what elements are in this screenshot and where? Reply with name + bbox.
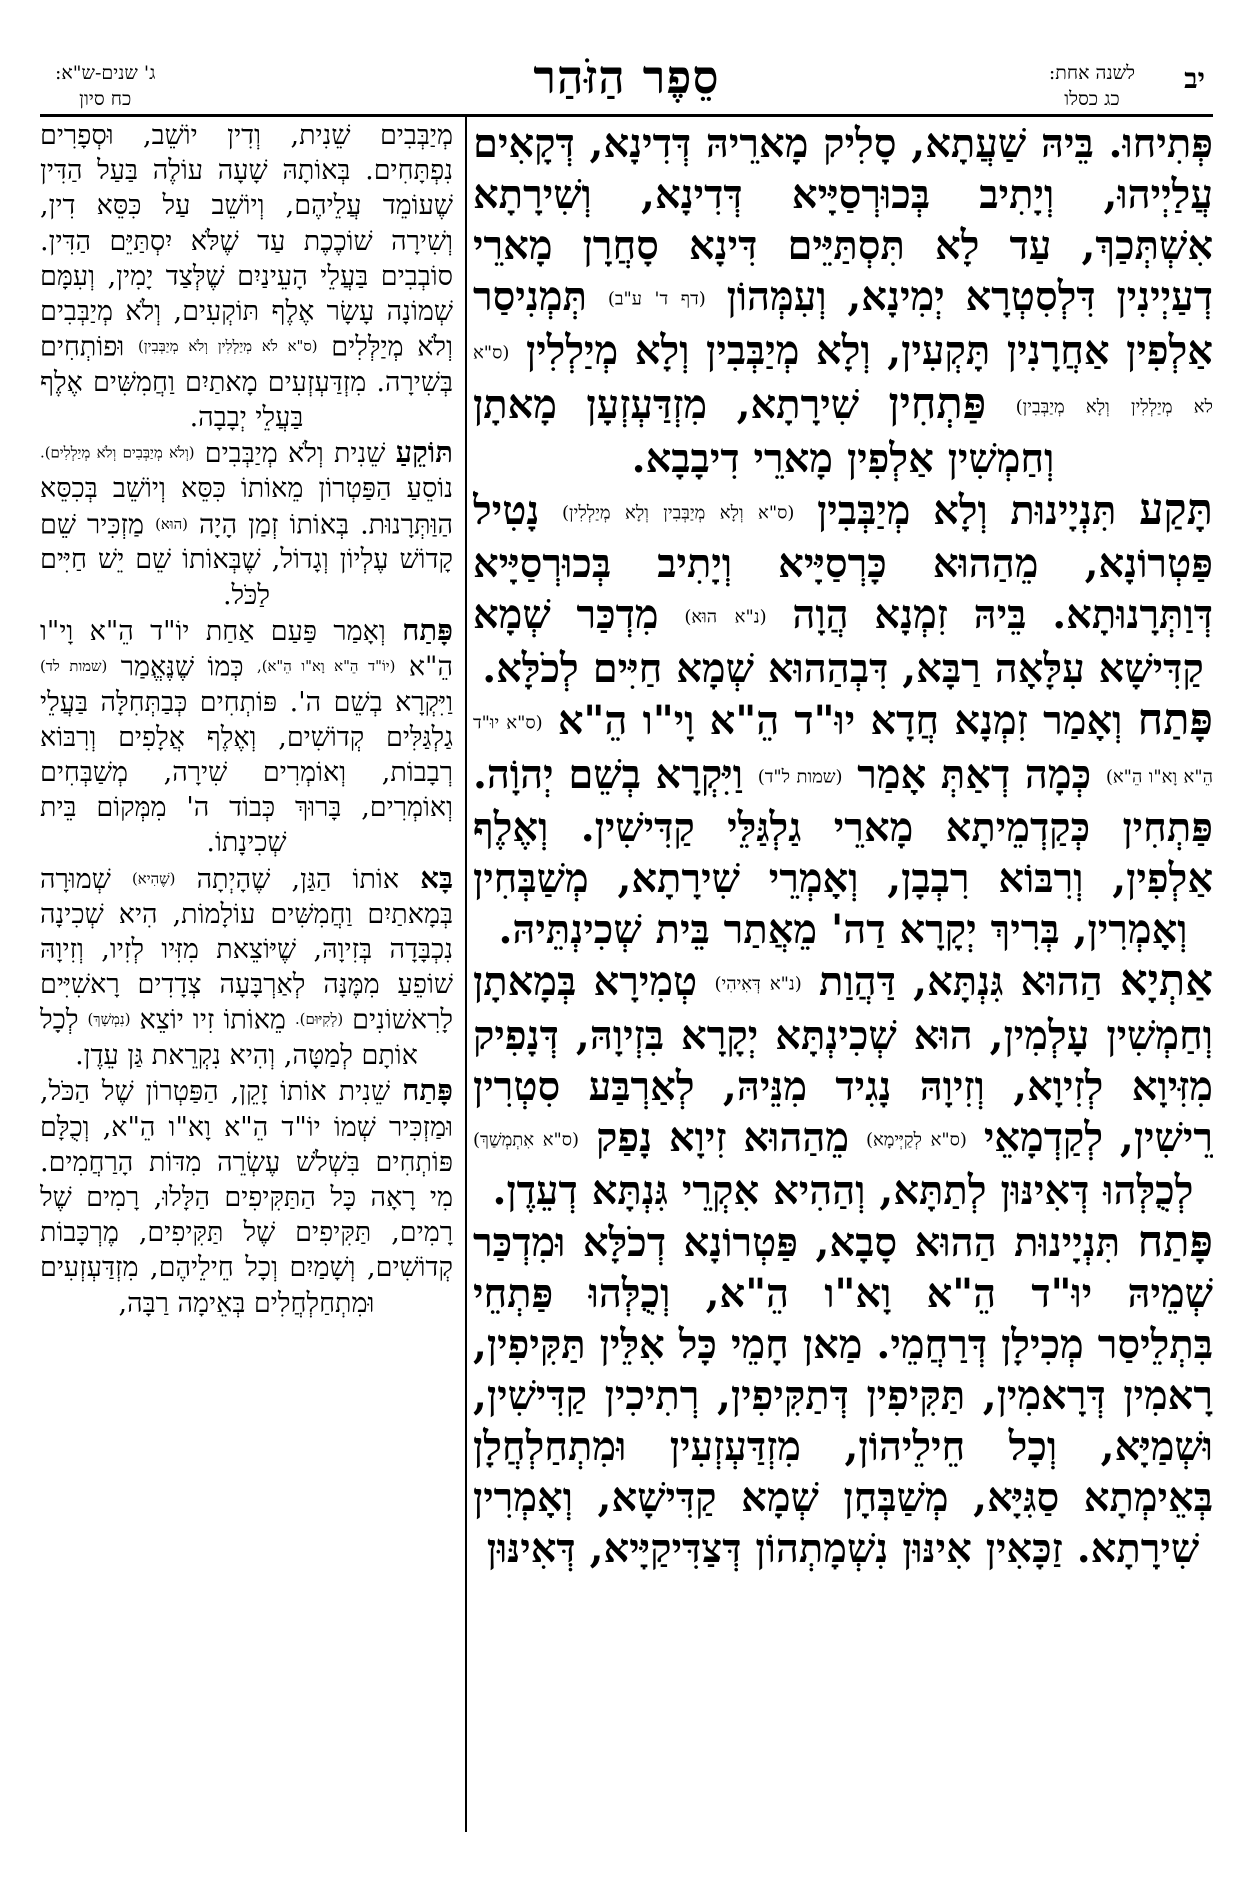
note: (הוּא) <box>155 514 188 533</box>
paragraph: פְּתִיחוּ. בֵּיהּ שַׁעֲתָא, סָלִיק מָארֵיהּ דְּדִינָא, דְּקָאִים עֲלַיְיהוּ, וְיָתִיב בְּכוּרְסַיָּיא דְּדִינָא, וְשִׁירָתָא אִשְׁתְּכַךְ, עַד לָא תִּסְתַּיֵּים דִּינָא סָחֲרָן מָארֵי דְעַיְינִין דִּלְסִטְרָא יְמִינָא, וְעִמְּהוֹן (דף ד' ע"ב) תְּמְנִיסַר אַלְפִין אַחֲרָנִין תָּקְעִין, וְלָא מְיַבְּבִין וְלָא מְיַלְלִין (ס"א לא מְיַלְלִין וְלָא מְיַבְּבִין) פַּתְחִין שִׁירָתָא, מִזְדַּעְזְעָן מָאתָן וְחַמְשִׁין אַלְפִין מָארֵי דִיבָבָא. <box>473 120 1213 482</box>
note: (ס"א לְקַיְּימָא) <box>865 1129 967 1151</box>
paragraph: פָּתַח וְאָמַר זִמְנָא חֲדָא יוּ"ד הֵ"א וָי"ו הֵ"א (ס"א יוּ"ד הֵ"א וָא"ו הֵ"א) כְּמָה דְאַתְּ אָמַר (שמות ל"ד) וַיִּקְרָא בְשֵׁם יְהוָֹה. פַּתְחִין כְּקַדְמֵיתָא מָארֵי גַלְגַּלֵּי קַדִּישִׁין. וְאֶלֶף אַלְפִין, וְרִבּוֹא רִבְבָן, וְאָמְרֵי שִׁירָתָא, מְשַׁבְּחִין וְאָמְרִין, בְּרִיךְ יְקָרָא דַה' מֵאֲתַר בֵּית שְׁכִינְתֵּיהּ. <box>473 694 1213 954</box>
note: (ס"א אִתְמְשַׁךְ) <box>473 1129 580 1151</box>
note: (ס"א לא מְיַלְלִין וְלָא מְיַבְּבִין) <box>473 342 1213 418</box>
paragraph: תָּקַע תִּנְיָינוּת וְלָא מְיַבְּבִין (ס"א וְלָא מְיַבְּבִין וְלָא מְיַלְלִין) נָטִיל פַּטְרוֹנָא, מֵהַהוּא כָּרְסַיָּיא וְיָתִיב בְּכוּרְסַיָּיא דְּוַתְּרָנוּתָא. בֵּיהּ זִמְנָא הֲוָה (נ"א הוּא) מִדְכַּר שְׁמָא קַדִּישָׁא עִלָּאָה רַבָּא, דִּבְהַהוּא שְׁמָא חַיִּים לְכֹלָּא. <box>473 483 1213 693</box>
header-rule <box>40 114 1213 117</box>
note: (נ"א דְּאִיהִי) <box>714 973 802 995</box>
note: (נִמְשָׁךְ) <box>87 1010 131 1029</box>
paragraph: פָּתַח תִּנְיָינוּת הַהוּא סָבָא, פַּטְרוֹנָא דְכֹלָּא וּמִדְכַּר שְׁמֵיהּ יוּ"ד הֵ"א וָא"ו הֵ"א, וְכֻלְּהוּ פַּתְחֵי בִּתְלֵיסַר מְכִילָן דְּרַחֲמֵי. מַאן חָמֵי כָּל אִלֵּין תַּקִּיפִין, רָאמִין דְּרָאמִין, תַּקִּיפִין דְּתַקִּיפִין, רְתִיכִין קַדִּישִׁין, וּשְׁמַיָּא, וְכָל חֵילֵיהוֹן, מִזְדַּעְזְעִין וּמִתְחַלְחֲלָן בְּאֵימְתָא סַגִּיָּא, מְשַׁבְּחָן שְׁמָא קַדִּישָׁא, וְאָמְרִין שִׁירָתָא. זַכָּאִין אִינּוּן נִשְׁמָתְהוֹן דְּצַדִּיקַיָּיא, דְּאִינּוּן <box>473 1216 1213 1573</box>
note: (ס"א יוּ"ד הֵ"א וָא"ו הֵ"א) <box>473 712 1213 788</box>
aramaic-text-column <box>473 118 1213 1834</box>
page-header <box>40 50 1213 120</box>
opening-word: פַּתְחִין <box>888 378 987 430</box>
opening-word: בָּא <box>420 860 453 895</box>
schedule-date: כח סיון <box>79 88 132 110</box>
opening-word: אַתְיָא <box>1119 955 1213 1007</box>
note: (לְקִיּוּם). <box>294 1010 344 1029</box>
study-schedule-three-years <box>55 60 155 112</box>
paragraph: מְיַבְּבִים שֵׁנִית, וְדִין יוֹשֵׁב, וּסְפָרִים נִפְתָּחִים. בְּאוֹתָהּ שָׁעָה עוֹלֶה בַּעַל הַדִּין שֶׁעוֹמֵד עֲלֵיהֶם, וְיוֹשֵׁב עַל כִּסֵּא דִין, וְשִׁירָה שׁוֹכֶכֶת עַד שֶׁלֹּא יִסְתַּיֵּם הַדִּין. סוֹבְבִים בַּעֲלֵי הָעֵינַיִם שֶׁלְּצַד יָמִין, וְעִמָּם שְׁמוֹנָה עָשָׂר אֶלֶף תּוֹקְעִים, וְלֹא מְיַבְּבִים וְלֹא מְיַלְּלִים (ס"א לֹא מְיַלְלִין וְלֹא מְיַבְּבִין) וּפוֹתְחִים בְּשִׁירָה. מִזְדַּעְזְעִים מָאתַיִם וַחֲמִשִּׁים אֶלֶף בַּעֲלֵי יְבָבָה. <box>40 120 453 434</box>
paragraph: תּוֹקֵעַ שֵׁנִית וְלֹא מְיַבְּבִים (וְלֹא מְיַבְּבִים וְלֹא מְיַלְלִים). נוֹסֵעַ הַפַּטְרוֹן מֵאוֹתוֹ כִּסֵּא וְיוֹשֵׁב בְּכִסֵּא הַוַּתְּרָנוּת. בְּאוֹתוֹ זְמַן הָיָה (הוּא) מַזְכִּיר שֵׁם קָדוֹשׁ עֶלְיוֹן וְגָדוֹל, שֶׁבְּאוֹתוֹ שֵׁם יֵשׁ חַיִּים לַכֹּל. <box>40 435 453 611</box>
schedule-label: לשנה אחת: <box>1048 62 1135 84</box>
paragraph: פָּתַח וְאָמַר פַּעַם אַחַת יוֹ"ד הֵ"א וָי"ו הֵ"א (יוֹ"ד הֵ"א וָא"ו הֵ"א), כְּמוֹ שֶׁנֶּאֱמַר (שמות לד) וַיִּקְרָא בְשֵׁם ה'. פּוֹתְחִים כְּבַתְּחִלָּה בַּעֲלֵי גַלְגַּלִּים קְדוֹשִׁים, וְאֶלֶף אֲלָפִים וְרִבּוֹא רְבָבוֹת, וְאוֹמְרִים שִׁירָה, מְשַׁבְּחִים וְאוֹמְרִים, בָּרוּךְ כְּבוֹד ה' מִמְּקוֹם בֵּית שְׁכִינָתוֹ. <box>40 612 453 859</box>
book-title: סֵפֶר הַזֹּהַר <box>533 50 720 104</box>
opening-word: פָּתַח <box>402 612 453 647</box>
paragraph: פָּתַח שֵׁנִית אוֹתוֹ זָקֵן, הַפַּטְרוֹן שֶׁל הַכֹּל, וּמַזְכִּיר שְׁמוֹ יוֹ"ד הֵ"א וָא"ו הֵ"א, וְכֻלָּם פּוֹתְחִים בִּשְׁלֹשׁ עֶשְׂרֵה מִדּוֹת הָרַחֲמִים. מִי רָאָה כָּל הַתַּקִּיפִים הַלָּלוּ, רָמִים שֶׁל רָמִים, תַּקִּיפִים שֶׁל תַּקִּיפִים, מֶרְכָּבוֹת קְדוֹשִׁים, וְשָׁמַיִם וְכָל חֵילֵיהֶם, מִזְדַּעְזְעִים וּמִתְחַלְחֲלִים בְּאֵימָה רַבָּה, <box>40 1073 453 1319</box>
hebrew-translation-column <box>40 118 453 1834</box>
paragraph: בָּא אוֹתוֹ הַגַּן, שֶׁהָיְתָה (שֶׁהִיא) שְׁמוּרָה בְּמָאתַיִם וַחֲמִשִּׁים עוֹלָמוֹת, הִיא שְׁכִינָה נִכְבָּדָה בְּזִיוָהּ, שֶׁיּוֹצֵאת מִזִּיו לְזִיו, וְזִיוָהּ שׁוֹפֵעַ מִמֶּנָּה לְאַרְבָּעָה צְדָדִים רָאשִׁיִּים לָרִאשׁוֹנִים (לְקִיּוּם). מֵאוֹתוֹ זִיו יוֹצֵא (נִמְשָׁךְ) לְכָל אוֹתָם לְמַטָּה, וְהִיא נִקְרֵאת גַּן עֵדֶן. <box>40 860 453 1072</box>
note: (שמות ל"ד) <box>757 766 843 788</box>
paragraph: אַתְיָא הַהוּא גִּנְתָּא, דַּהֲוַת (נ"א דְּאִיהִי) טְמִירָא בְּמָאתָן וְחַמְשִׁין עָלְמִין, הוּא שְׁכִינְתָּא יְקָרָא בִּזְיוָהּ, דְּנָפִיק מִזִּיוָא לְזִיוָא, וְזִיוָהּ נָגִיד מִנֵּיהּ, לְאַרְבַּע סִטְרִין רֵישִׁין, לְקַדְמָאֵי (ס"א לְקַיְּימָא) מֵהַהוּא זִיוָא נָפַק (ס"א אִתְמְשַׁךְ) לְכֻלְּהוּ דְּאִינּוּן לְתַתָּא, וְהַהִיא אִקְרֵי גִּנְתָּא דְעֵדֶן. <box>473 955 1213 1215</box>
note: (ס"א וְלָא מְיַבְּבִין וְלָא מְיַלְלִין) <box>562 502 795 524</box>
column-divider <box>465 117 467 1832</box>
opening-word: פָּתַח <box>1137 694 1213 746</box>
opening-word: תָּקַע <box>1139 483 1213 535</box>
page-number: יב <box>1184 62 1205 95</box>
note: (ס"א לֹא מְיַלְלִין וְלֹא מְיַבְּבִין) <box>138 337 318 356</box>
opening-word: תּוֹקֵעַ <box>395 435 453 470</box>
schedule-date: כג כסלו <box>1064 88 1120 110</box>
note: (שֶׁהִיא) <box>132 869 176 888</box>
note: (יוֹ"ד הֵ"א וָא"ו הֵ"א), <box>257 656 396 675</box>
opening-word: פָּתַח <box>402 1073 453 1108</box>
opening-word: פָּתַח <box>1137 1216 1213 1268</box>
note: (שמות לד) <box>40 656 108 675</box>
schedule-label: ג' שנים-ש"א: <box>55 62 156 84</box>
note: (וְלֹא מְיַבְּבִים וְלֹא מְיַלְלִים). <box>40 443 195 462</box>
note: (נ"א הוּא) <box>684 607 767 629</box>
note: (דף ד' ע"ב) <box>607 288 706 310</box>
